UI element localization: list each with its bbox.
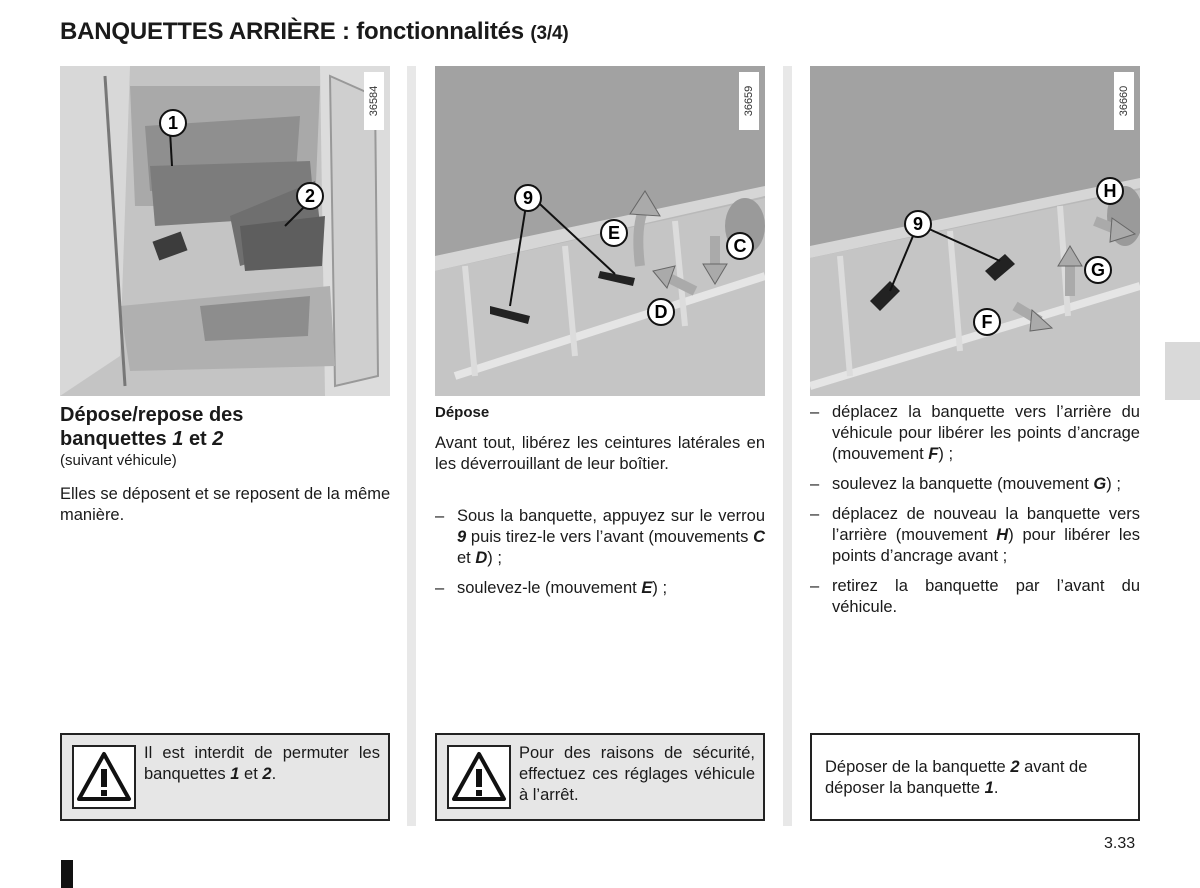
- col1-paragraph: Elles se déposent et se reposent de la même manière.: [60, 485, 391, 524]
- page-title-part: (3/4): [530, 23, 569, 44]
- column-separator: [783, 66, 792, 826]
- callout-F: F: [981, 312, 993, 332]
- thumb-index-tab: [1165, 342, 1200, 400]
- section-title-depose: Dépose: [435, 404, 490, 421]
- warning-box: [435, 733, 765, 821]
- callout-G: G: [1090, 260, 1106, 280]
- page-title: [60, 18, 568, 46]
- col2-steps: [435, 506, 765, 608]
- seat-removal-illustration: [810, 66, 1140, 396]
- warning-triangle-icon: [447, 745, 511, 809]
- col1-heading: [60, 403, 392, 470]
- callout-2: 2: [304, 186, 316, 206]
- column-separator: [407, 66, 416, 826]
- page-number: 3.33: [1104, 835, 1136, 852]
- figure-reference: 36660: [1114, 72, 1134, 130]
- seat-illustration: [60, 66, 390, 396]
- col2-intro: Avant tout, libérez les ceintures latérales en les déverrouillant de leur boîtier.: [435, 434, 765, 473]
- list-item: – soulevez la banquette (mouvement G) ;: [810, 475, 1121, 493]
- warning-text: Pour des raisons de sécurité, effectuez ces réglages véhicule à l’arrêt.: [519, 744, 755, 804]
- section-subheading: (suivant véhicule): [60, 452, 177, 469]
- corner-mark: [61, 860, 73, 888]
- note-box: [810, 733, 1140, 821]
- callout-C: C: [733, 236, 747, 256]
- list-item: – soulevez-le (mouvement E) ;: [435, 579, 668, 597]
- col3-steps: [810, 402, 1140, 627]
- list-item: – déplacez de nouveau la banquette vers l’arrière (mouvement H) pour libérer les points d’ancrage avant ;: [810, 505, 1140, 565]
- list-item: – retirez la banquette par l’avant du véhicule.: [810, 577, 1140, 616]
- callout-E: E: [607, 223, 621, 243]
- callout-1: 1: [167, 113, 179, 133]
- warning-text: Il est interdit de permuter les banquettes 1 et 2.: [144, 744, 380, 783]
- figure-reference: 36659: [739, 72, 759, 130]
- figure-reference: 36584: [364, 72, 384, 130]
- latch-removal-illustration: [435, 66, 765, 396]
- page-title-main: BANQUETTES ARRIÈRE : fonctionnalités: [60, 18, 524, 45]
- callout-9: 9: [522, 188, 534, 208]
- callout-9: 9: [912, 214, 924, 234]
- section-heading: Dépose/repose des banquettes 1 et 2: [60, 404, 244, 450]
- callout-H: H: [1103, 181, 1117, 201]
- list-item: – déplacez la banquette vers l’arrière du véhicule pour libérer les points d’ancrage (mouvement F) ;: [810, 403, 1140, 463]
- warning-box: [60, 733, 390, 821]
- list-item: – Sous la banquette, appuyez sur le verrou 9 puis tirez-le vers l’avant (mouvements C et D) ;: [435, 507, 765, 567]
- note-text: Déposer de la banquette 2 avant de déposer la banquette 1.: [825, 758, 1088, 797]
- warning-triangle-icon: [72, 745, 136, 809]
- callout-D: D: [654, 302, 668, 322]
